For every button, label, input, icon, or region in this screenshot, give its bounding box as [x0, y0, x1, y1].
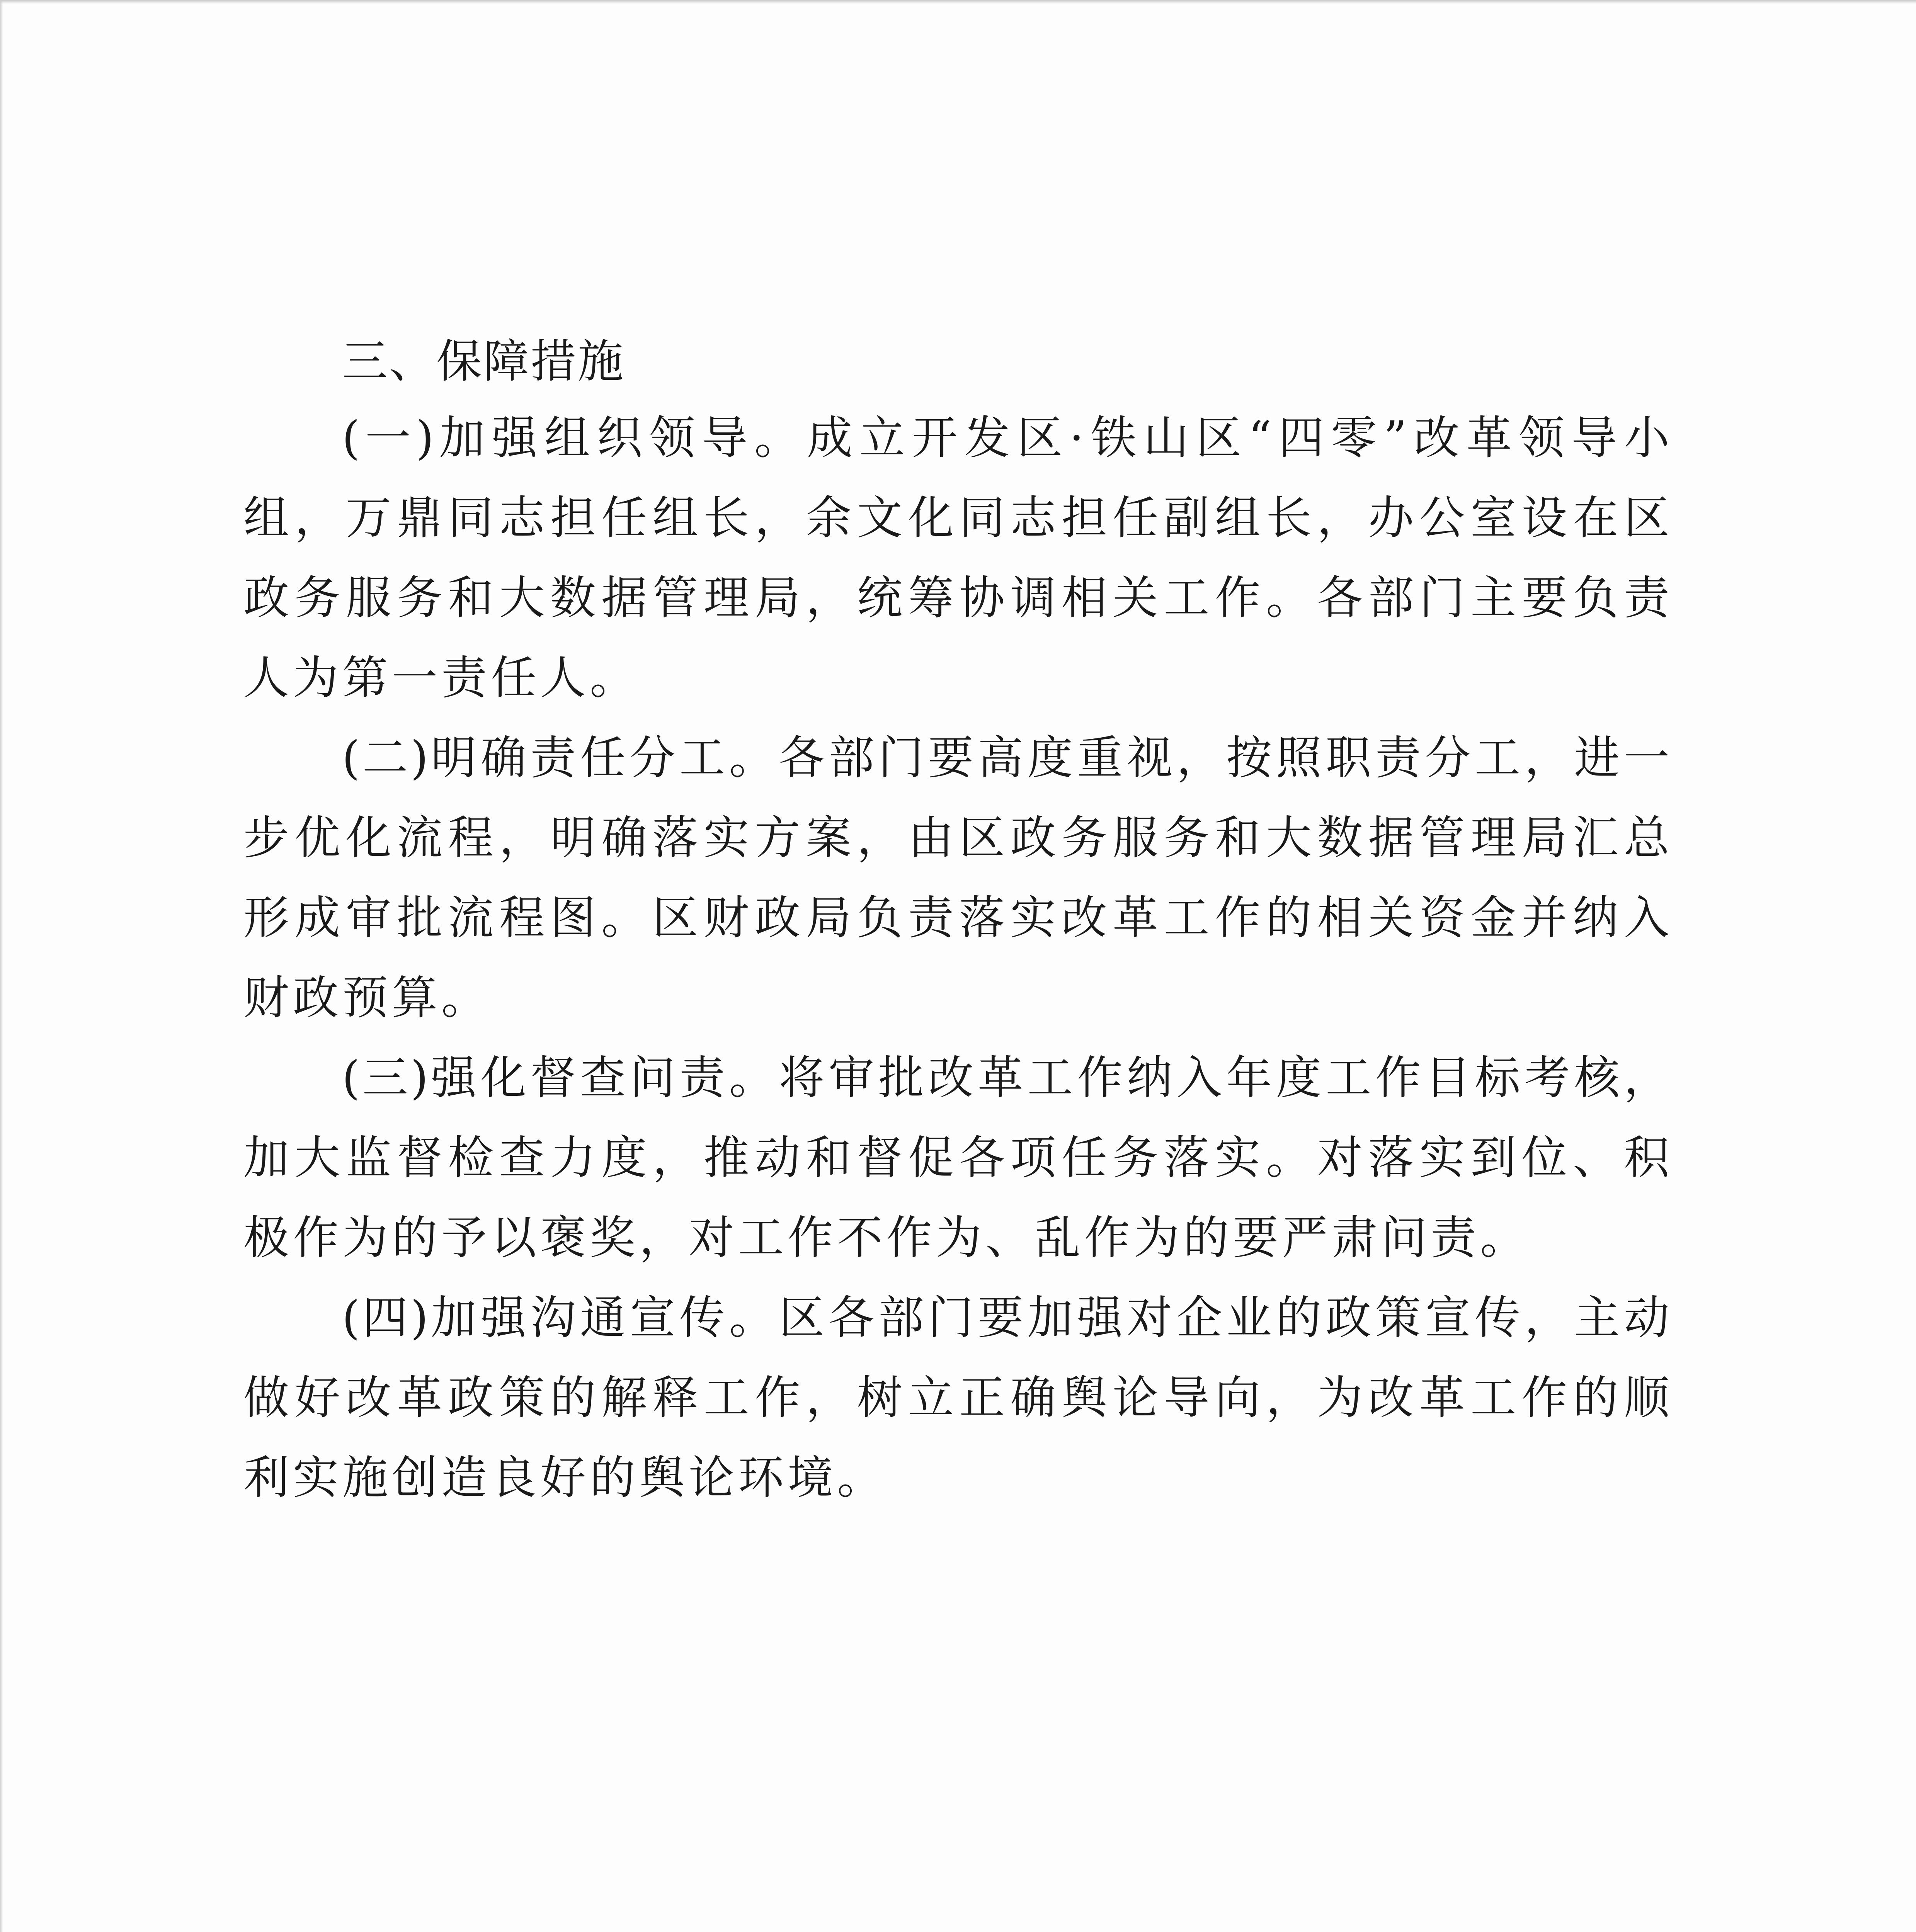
paragraph-2	[243, 718, 1673, 1038]
section-heading: 三、保障措施	[342, 335, 625, 388]
paragraph-2-number: (二)	[342, 731, 431, 784]
paragraph-4-text: 加强沟通宣传。区各部门要加强对企业的政策宣传，主动做好改革政策的解释工作，树立正确舆论导向，为改革工作的顺利实施创造良好的舆论环境。	[243, 1291, 1673, 1504]
paragraph-2-text: 明确责任分工。各部门要高度重视，按照职责分工，进一步优化流程，明确落实方案，由区政务服务和大数据管理局汇总形成审批流程图。区财政局负责落实改革工作的相关资金并纳入财政预算。	[243, 731, 1673, 1024]
scan-edge-top	[0, 0, 1916, 4]
scan-edge-left	[0, 0, 3, 1932]
paragraph-1-number: (一)	[342, 411, 436, 464]
document-body	[243, 332, 1673, 1518]
paragraph-3	[243, 1038, 1673, 1278]
paragraph-1	[243, 398, 1673, 718]
paragraph-4-number: (四)	[342, 1291, 431, 1344]
paragraph-3-text: 强化督查问责。将审批改革工作纳入年度工作目标考核，加大监督检查力度，推动和督促各项任务落实。对落实到位、积极作为的予以褒奖，对工作不作为、乱作为的要严肃问责。	[243, 1051, 1673, 1264]
paragraph-4	[243, 1278, 1673, 1518]
paragraph-3-number: (三)	[342, 1051, 431, 1104]
paragraph-1-text: 加强组织领导。成立开发区·铁山区“四零”改革领导小组，万鼎同志担任组长，余文化同志担任副组长，办公室设在区政务服务和大数据管理局，统筹协调相关工作。各部门主要负责人为第一责任人。	[243, 411, 1673, 704]
